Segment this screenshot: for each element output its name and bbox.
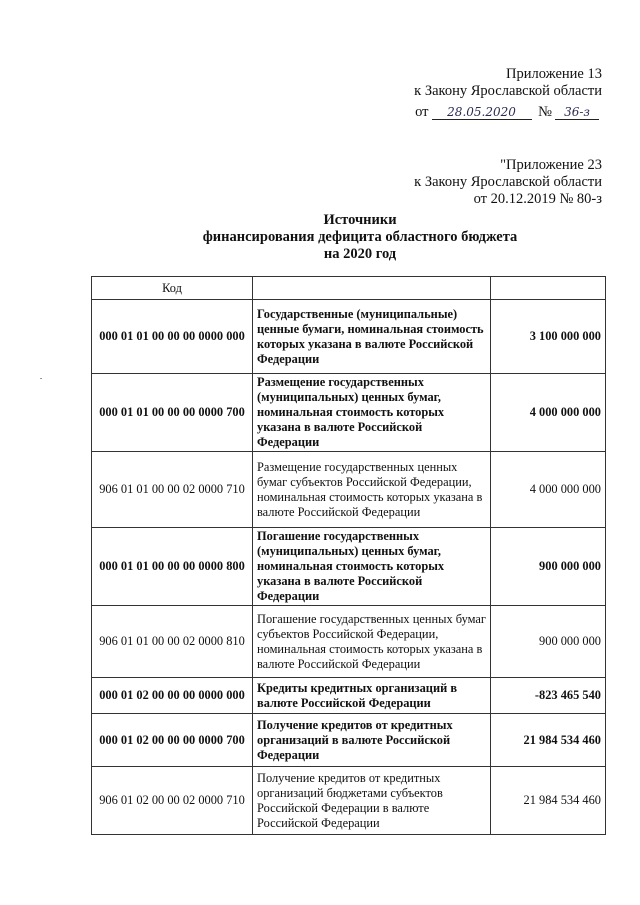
table-row xyxy=(92,606,606,678)
row-code: 906 01 01 00 00 02 0000 810 xyxy=(92,606,253,678)
row-name: Кредиты кредитных организаций в валюте Российской Федерации xyxy=(253,678,491,714)
number-prefix: № xyxy=(538,104,552,120)
row-code: 000 01 01 00 00 00 0000 700 xyxy=(92,374,253,452)
prev-date-line: от 20.12.2019 № 80-з xyxy=(473,191,602,207)
row-code: 000 01 02 00 00 00 0000 700 xyxy=(92,714,253,767)
appendix-header xyxy=(414,66,602,121)
row-name: Размещение государственных (муниципальных) ценных бумаг, номинальная стоимость которых указана в валюте Российской Федерации xyxy=(253,374,491,452)
row-name: Погашение государственных (муниципальных) ценных бумаг, номинальная стоимость которых указана в валюте Российской Федерации xyxy=(253,528,491,606)
row-sum: 3 100 000 000 xyxy=(491,300,606,374)
title-line-1: Источники xyxy=(323,212,397,228)
document-title xyxy=(0,212,640,263)
table-row xyxy=(92,678,606,714)
row-code: 906 01 02 00 00 02 0000 710 xyxy=(92,767,253,835)
row-code: 906 01 01 00 00 02 0000 710 xyxy=(92,452,253,528)
title-line-2: финансирования дефицита областного бюджета xyxy=(202,229,518,245)
row-sum: 4 000 000 000 xyxy=(491,374,606,452)
row-name: Получение кредитов от кредитных организаций в валюте Российской Федерации xyxy=(253,714,491,767)
previous-appendix-header xyxy=(414,157,602,208)
table-row xyxy=(92,528,606,606)
row-sum: 4 000 000 000 xyxy=(491,452,606,528)
handwritten-date: 28.05.2020 xyxy=(432,105,532,120)
header-code: Код xyxy=(92,277,253,300)
title-line-3: на 2020 год xyxy=(323,246,397,262)
handwritten-number: 36-з xyxy=(555,105,599,120)
scan-mark xyxy=(40,378,42,379)
row-name: Получение кредитов от кредитных организаций бюджетами субъектов Российской Федерации в валюте Российской Федерации xyxy=(253,767,491,835)
row-code: 000 01 02 00 00 00 0000 000 xyxy=(92,678,253,714)
date-number-line xyxy=(414,104,602,121)
row-sum: 900 000 000 xyxy=(491,606,606,678)
table-header-row xyxy=(92,277,606,300)
row-name: Размещение государственных ценных бумаг субъектов Российской Федерации, номинальная стоимость которых указана в валюте Российской Федерации xyxy=(253,452,491,528)
table-row xyxy=(92,300,606,374)
row-name: Государственные (муниципальные) ценные бумаги, номинальная стоимость которых указана в валюте Российской Федерации xyxy=(253,300,491,374)
header-sum xyxy=(491,277,606,300)
sources-table xyxy=(91,276,606,835)
prev-law-line: к Закону Ярославской области xyxy=(414,174,602,190)
table-row xyxy=(92,714,606,767)
row-sum: 900 000 000 xyxy=(491,528,606,606)
row-sum: 21 984 534 460 xyxy=(491,767,606,835)
table-row xyxy=(92,767,606,835)
row-sum: 21 984 534 460 xyxy=(491,714,606,767)
row-name: Погашение государственных ценных бумаг субъектов Российской Федерации, номинальная стоимость которых указана в валюте Российской Федерации xyxy=(253,606,491,678)
appendix-line: Приложение 13 xyxy=(506,66,602,82)
table-row xyxy=(92,374,606,452)
law-line: к Закону Ярославской области xyxy=(414,83,602,99)
row-code: 000 01 01 00 00 00 0000 000 xyxy=(92,300,253,374)
table-row xyxy=(92,452,606,528)
row-code: 000 01 01 00 00 00 0000 800 xyxy=(92,528,253,606)
prev-appendix-line: "Приложение 23 xyxy=(500,157,602,173)
date-prefix: от xyxy=(415,104,429,120)
header-name xyxy=(253,277,491,300)
row-sum: -823 465 540 xyxy=(491,678,606,714)
